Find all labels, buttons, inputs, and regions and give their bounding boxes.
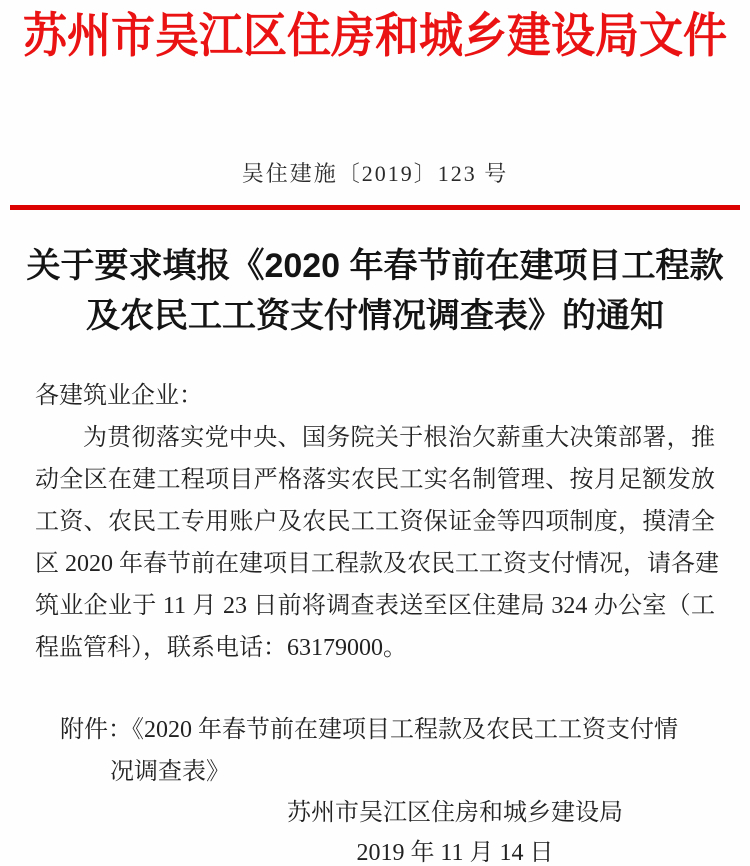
body-line: 筑业企业于 11 月 23 日前将调查表送至区住建局 324 办公室（工 [35, 593, 715, 619]
document-title-line-1: 关于要求填报《2020 年春节前在建项目工程款 [26, 247, 724, 285]
document-header-banner: 苏州市吴江区住房和城乡建设局文件 [23, 9, 727, 63]
document-title-line-2: 及农民工工资支付情况调查表》的通知 [86, 297, 664, 335]
document-number: 吴住建施〔2019〕123 号 [241, 161, 509, 186]
body-line: 动全区在建工程项目严格落实农民工实名制管理、按月足额发放 [35, 467, 715, 493]
body-line: 区 2020 年春节前在建项目工程款及农民工工资支付情况，请各建 [35, 551, 719, 577]
attachment-line-2: 况调查表》 [110, 759, 230, 785]
document-body [35, 375, 719, 866]
red-divider-line [10, 205, 740, 210]
body-line: 为贯彻落实党中央、国务院关于根治欠薪重大决策部署，推 [83, 425, 715, 451]
attachment-line-1: 附件：《2020 年春节前在建项目工程款及农民工工资支付情 [60, 717, 678, 743]
salutation: 各建筑业企业： [35, 383, 203, 409]
signature-date: 2019 年 11 月 14 日 [356, 840, 554, 866]
document-title [0, 241, 750, 341]
signature-block [285, 793, 625, 866]
body-paragraph [35, 417, 719, 669]
attachment-note [35, 709, 715, 793]
body-line: 工资、农民工专用账户及农民工工资保证金等四项制度，摸清全 [35, 509, 715, 535]
signer-name: 苏州市吴江区住房和城乡建设局 [287, 800, 623, 826]
body-line: 程监管科），联系电话：63179000。 [35, 635, 407, 661]
